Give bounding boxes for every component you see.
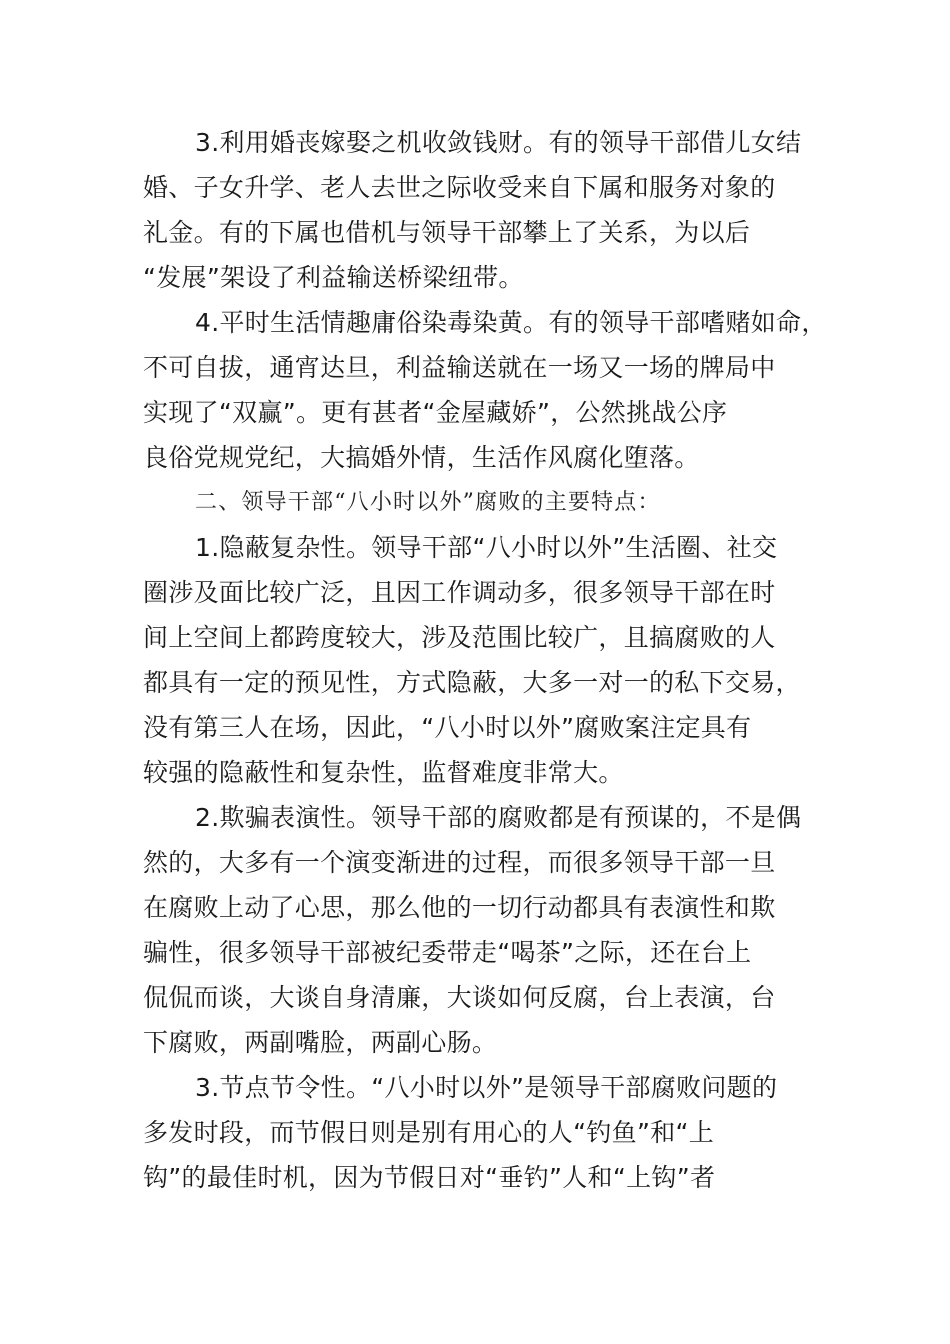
feature-2-line-4: 骗性，很多领导干部被纪委带走“喝茶”之际，还在台上: [143, 938, 752, 967]
feature-1-line-6: 较强的隐蔽性和复杂性，监督难度非常大。: [143, 758, 624, 787]
paragraph-4-line-2: 不可自拔，通宵达旦，利益输送就在一场又一场的牌局中: [143, 353, 776, 382]
paragraph-3-line-3: 礼金。有的下属也借机与领导干部攀上了关系，为以后: [143, 218, 751, 247]
feature-2-line-6: 下腐败，两副嘴脸，两副心肠。: [143, 1028, 498, 1057]
feature-3-line-2: 多发时段，而节假日则是别有用心的人“钓鱼”和“上: [143, 1118, 715, 1147]
feature-1-line-1: 1.隐蔽复杂性。领导干部“八小时以外”生活圈、社交: [195, 533, 778, 562]
paragraph-3-line-2: 婚、子女升学、老人去世之际收受来自下属和服务对象的: [143, 173, 776, 202]
feature-1-line-5: 没有第三人在场，因此，“八小时以外”腐败案注定具有: [143, 713, 752, 742]
paragraph-4-line-1: 4.平时生活情趣庸俗染毒染黄。有的领导干部嗜赌如命，: [195, 308, 827, 337]
feature-2-line-3: 在腐败上动了心思，那么他的一切行动都具有表演性和欺: [143, 893, 776, 922]
feature-1-line-3: 间上空间上都跨度较大，涉及范围比较广，且搞腐败的人: [143, 623, 776, 652]
paragraph-4-line-4: 良俗党规党纪，大搞婚外情，生活作风腐化堕落。: [143, 443, 700, 472]
feature-2-line-2: 然的，大多有一个演变渐进的过程，而很多领导干部一旦: [143, 848, 776, 877]
feature-2-line-1: 2.欺骗表演性。领导干部的腐败都是有预谋的，不是偶: [195, 803, 802, 832]
feature-3-line-1: 3.节点节令性。“八小时以外”是领导干部腐败问题的: [195, 1073, 778, 1102]
section-heading: 二、领导干部“八小时以外”腐败的主要特点：: [195, 490, 661, 515]
feature-3-line-3: 钩”的最佳时机，因为节假日对“垂钓”人和“上钩”者: [143, 1163, 716, 1192]
feature-1-line-4: 都具有一定的预见性，方式隐蔽，大多一对一的私下交易，: [143, 668, 801, 697]
feature-2-line-5: 侃侃而谈，大谈自身清廉，大谈如何反腐，台上表演，台: [143, 983, 776, 1012]
paragraph-3-line-4: “发展”架设了利益输送桥梁纽带。: [143, 263, 524, 292]
paragraph-3-line-1: 3.利用婚丧嫁娶之机收敛钱财。有的领导干部借儿女结: [195, 128, 802, 157]
paragraph-4-line-3: 实现了“双赢”。更有甚者“金屋藏娇”，公然挑战公序: [143, 398, 728, 427]
feature-1-line-2: 圈涉及面比较广泛，且因工作调动多，很多领导干部在时: [143, 578, 776, 607]
